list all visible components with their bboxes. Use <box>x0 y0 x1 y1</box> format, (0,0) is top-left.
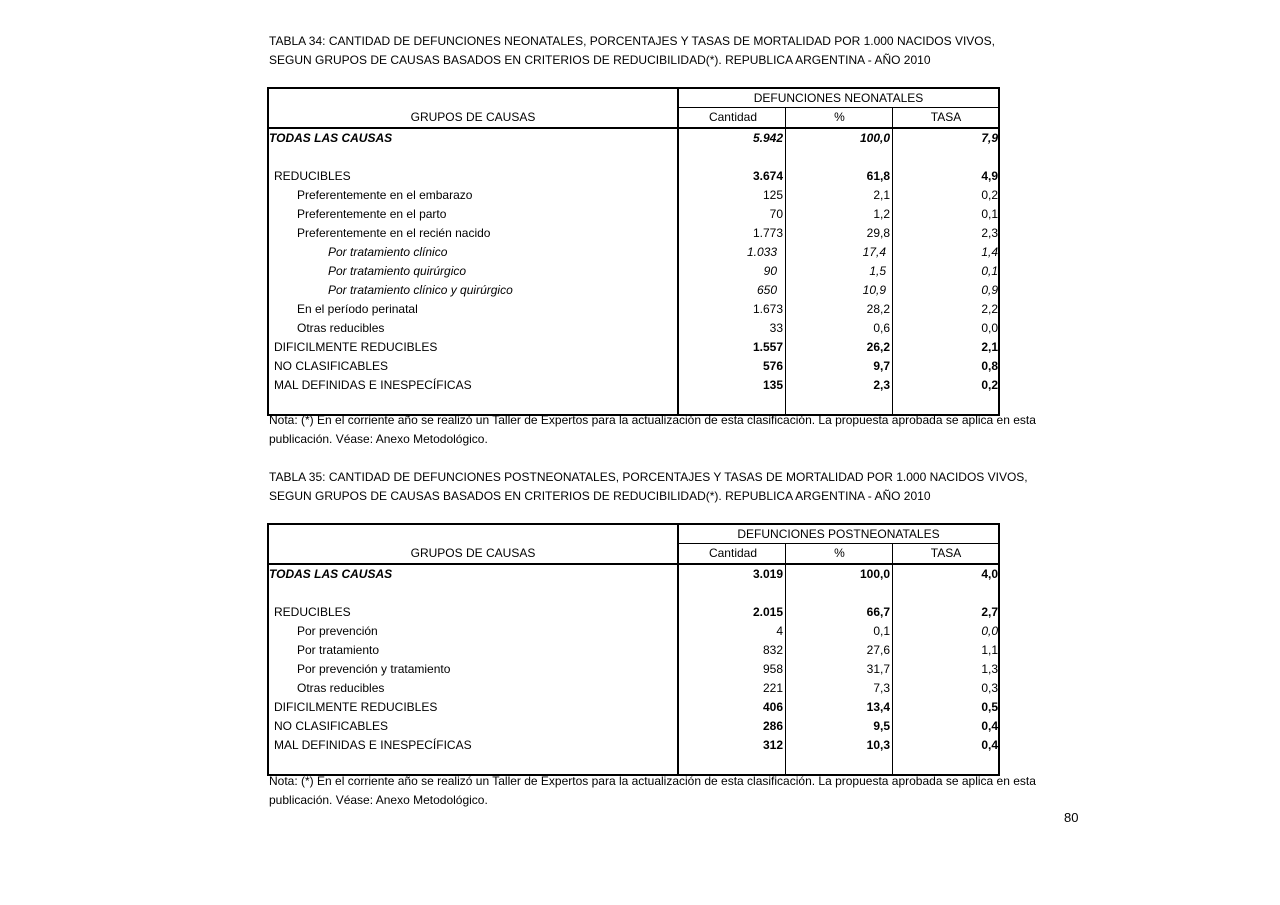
row-pct: 17,4 <box>862 245 886 259</box>
table34-header-tasa: TASA <box>892 108 999 127</box>
table-row <box>269 736 998 755</box>
row-label: En el período perinatal <box>297 302 418 316</box>
row-label: Por tratamiento clínico y quirúrgico <box>328 283 513 297</box>
row-pct: 26,2 <box>866 340 890 354</box>
table35-title-line2: SEGUN GRUPOS DE CAUSAS BASADOS EN CRITERIOS DE REDUCIBILIDAD(*). REPUBLICA ARGENTINA - AÑO 2010 <box>269 489 931 503</box>
table34-note-line2: publicación. Véase: Anexo Metodológico. <box>269 432 488 446</box>
row-tasa: 0,2 <box>981 188 998 202</box>
table34-note-line1: Nota: (*) En el corriente año se realizó un Taller de Expertos para la actualización de esta clasificación. La propuesta aprobada se aplica en esta <box>269 413 1036 427</box>
row-pct: 10,3 <box>866 738 890 752</box>
table35-header-pct: % <box>785 544 893 563</box>
row-label: MAL DEFINIDAS E INESPECÍFICAS <box>274 738 472 752</box>
row-tasa: 0,5 <box>981 700 998 714</box>
row-cantidad: 832 <box>762 643 783 657</box>
row-cantidad: 5.942 <box>752 131 783 145</box>
table35-note-line2: publicación. Véase: Anexo Metodológico. <box>269 793 488 807</box>
row-cantidad: 221 <box>762 681 783 695</box>
row-label: Preferentemente en el embarazo <box>297 188 473 202</box>
row-tasa: 0,4 <box>981 719 998 733</box>
table34-header-group: GRUPOS DE CAUSAS <box>410 110 536 124</box>
row-label: Por prevención y tratamiento <box>297 662 451 676</box>
row-cantidad: 70 <box>769 207 783 221</box>
row-tasa: 2,1 <box>981 340 998 354</box>
table-row <box>269 167 998 186</box>
table-row <box>269 698 998 717</box>
table34-title-line2: SEGUN GRUPOS DE CAUSAS BASADOS EN CRITERIOS DE REDUCIBILIDAD(*). REPUBLICA ARGENTINA - AÑO 2010 <box>269 53 931 67</box>
table35-header-cantidad: Cantidad <box>677 544 787 563</box>
row-pct: 100,0 <box>859 131 890 145</box>
table34-header <box>269 89 998 129</box>
row-cantidad: 33 <box>769 321 783 335</box>
table-row <box>269 679 998 698</box>
table-row <box>269 129 998 148</box>
table-row <box>269 717 998 736</box>
row-label: DIFICILMENTE REDUCIBLES <box>274 340 438 354</box>
table-row <box>269 338 998 357</box>
row-label: NO CLASIFICABLES <box>274 359 389 373</box>
row-cantidad: 1.033 <box>746 245 777 259</box>
row-label: Por tratamiento quirúrgico <box>328 264 467 278</box>
row-tasa: 4,0 <box>981 567 998 581</box>
row-cantidad: 286 <box>762 719 783 733</box>
table-row <box>269 357 998 376</box>
row-tasa: 4,9 <box>981 169 998 183</box>
row-label: Otras reducibles <box>297 321 385 335</box>
table35-header-tasa: TASA <box>892 544 999 563</box>
table-row <box>269 376 998 395</box>
row-label: NO CLASIFICABLES <box>274 719 389 733</box>
table35-title-line1: TABLA 35: CANTIDAD DE DEFUNCIONES POSTNEONATALES, PORCENTAJES Y TASAS DE MORTALIDAD POR 1.000 NACIDOS VIVOS, <box>269 470 1028 484</box>
row-pct: 61,8 <box>866 169 890 183</box>
table-row <box>269 622 998 641</box>
row-pct: 10,9 <box>862 283 886 297</box>
row-tasa: 0,8 <box>981 359 998 373</box>
row-label: Por tratamiento <box>297 643 380 657</box>
table34-header-span: DEFUNCIONES NEONATALES <box>677 89 998 108</box>
row-tasa: 0,1 <box>981 264 998 278</box>
table35-header-group: GRUPOS DE CAUSAS <box>410 546 536 560</box>
row-pct: 7,3 <box>873 681 890 695</box>
row-label: MAL DEFINIDAS E INESPECÍFICAS <box>274 378 472 392</box>
row-label: Por tratamiento clínico <box>328 245 448 259</box>
table35-note-line1: Nota: (*) En el corriente año se realizó un Taller de Expertos para la actualización de esta clasificación. La propuesta aprobada se aplica en esta <box>269 774 1036 788</box>
row-label: REDUCIBLES <box>274 169 351 183</box>
table-row <box>269 262 998 281</box>
row-tasa: 0,2 <box>981 378 998 392</box>
row-pct: 66,7 <box>866 605 890 619</box>
row-pct: 27,6 <box>866 643 890 657</box>
row-cantidad: 135 <box>762 378 783 392</box>
row-cantidad: 1.773 <box>752 226 783 240</box>
table-row <box>269 660 998 679</box>
table-row <box>269 300 998 319</box>
row-cantidad: 3.019 <box>752 567 783 581</box>
row-tasa: 0,1 <box>981 207 998 221</box>
row-label: Preferentemente en el parto <box>297 207 447 221</box>
row-cantidad: 1.557 <box>752 340 783 354</box>
row-tasa: 1,3 <box>981 662 998 676</box>
table35-header <box>269 525 998 565</box>
row-pct: 9,5 <box>873 719 890 733</box>
table34-header-cantidad: Cantidad <box>677 108 787 127</box>
table-row <box>269 603 998 622</box>
table-row <box>269 186 998 205</box>
row-label: TODAS LAS CAUSAS <box>269 131 393 145</box>
row-tasa: 0,9 <box>981 283 998 297</box>
row-label: REDUCIBLES <box>274 605 351 619</box>
table-row <box>269 565 998 584</box>
row-tasa: 7,9 <box>981 131 998 145</box>
row-cantidad: 1.673 <box>752 302 783 316</box>
row-cantidad: 4 <box>776 624 783 638</box>
table-row <box>269 319 998 338</box>
row-tasa: 1,4 <box>981 245 998 259</box>
row-pct: 2,3 <box>873 378 890 392</box>
row-cantidad: 576 <box>762 359 783 373</box>
row-cantidad: 90 <box>763 264 777 278</box>
row-cantidad: 3.674 <box>752 169 783 183</box>
row-label: TODAS LAS CAUSAS <box>269 567 393 581</box>
row-pct: 2,1 <box>873 188 890 202</box>
table34-body <box>269 129 998 414</box>
row-label: DIFICILMENTE REDUCIBLES <box>274 700 438 714</box>
row-cantidad: 2.015 <box>752 605 783 619</box>
row-cantidad: 958 <box>762 662 783 676</box>
row-pct: 0,6 <box>873 321 890 335</box>
row-pct: 1,2 <box>873 207 890 221</box>
row-pct: 31,7 <box>866 662 890 676</box>
row-tasa: 2,3 <box>981 226 998 240</box>
page-number: 80 <box>1064 810 1079 825</box>
row-pct: 9,7 <box>873 359 890 373</box>
table-row <box>269 243 998 262</box>
row-label: Otras reducibles <box>297 681 385 695</box>
row-cantidad: 650 <box>756 283 777 297</box>
row-cantidad: 312 <box>762 738 783 752</box>
row-tasa: 2,2 <box>981 302 998 316</box>
row-tasa: 0,0 <box>981 624 998 638</box>
table-row <box>269 224 998 243</box>
row-tasa: 1,1 <box>981 643 998 657</box>
table35 <box>267 523 1000 776</box>
table34-header-pct: % <box>785 108 893 127</box>
row-tasa: 0,3 <box>981 681 998 695</box>
row-pct: 1,5 <box>869 264 886 278</box>
row-tasa: 0,0 <box>981 321 998 335</box>
table-row <box>269 641 998 660</box>
table35-body <box>269 565 998 774</box>
table34 <box>267 87 1000 416</box>
table34-title-line1: TABLA 34: CANTIDAD DE DEFUNCIONES NEONATALES, PORCENTAJES Y TASAS DE MORTALIDAD POR 1.000 NACIDOS VIVOS, <box>269 34 995 48</box>
table35-header-span: DEFUNCIONES POSTNEONATALES <box>677 525 998 544</box>
row-cantidad: 125 <box>762 188 783 202</box>
row-pct: 28,2 <box>866 302 890 316</box>
table-row <box>269 281 998 300</box>
row-pct: 13,4 <box>866 700 890 714</box>
row-tasa: 2,7 <box>981 605 998 619</box>
row-tasa: 0,4 <box>981 738 998 752</box>
row-label: Por prevención <box>297 624 378 638</box>
row-pct: 0,1 <box>873 624 890 638</box>
row-pct: 29,8 <box>866 226 890 240</box>
row-label: Preferentemente en el recién nacido <box>297 226 491 240</box>
table-row <box>269 205 998 224</box>
row-pct: 100,0 <box>859 567 890 581</box>
row-cantidad: 406 <box>762 700 783 714</box>
